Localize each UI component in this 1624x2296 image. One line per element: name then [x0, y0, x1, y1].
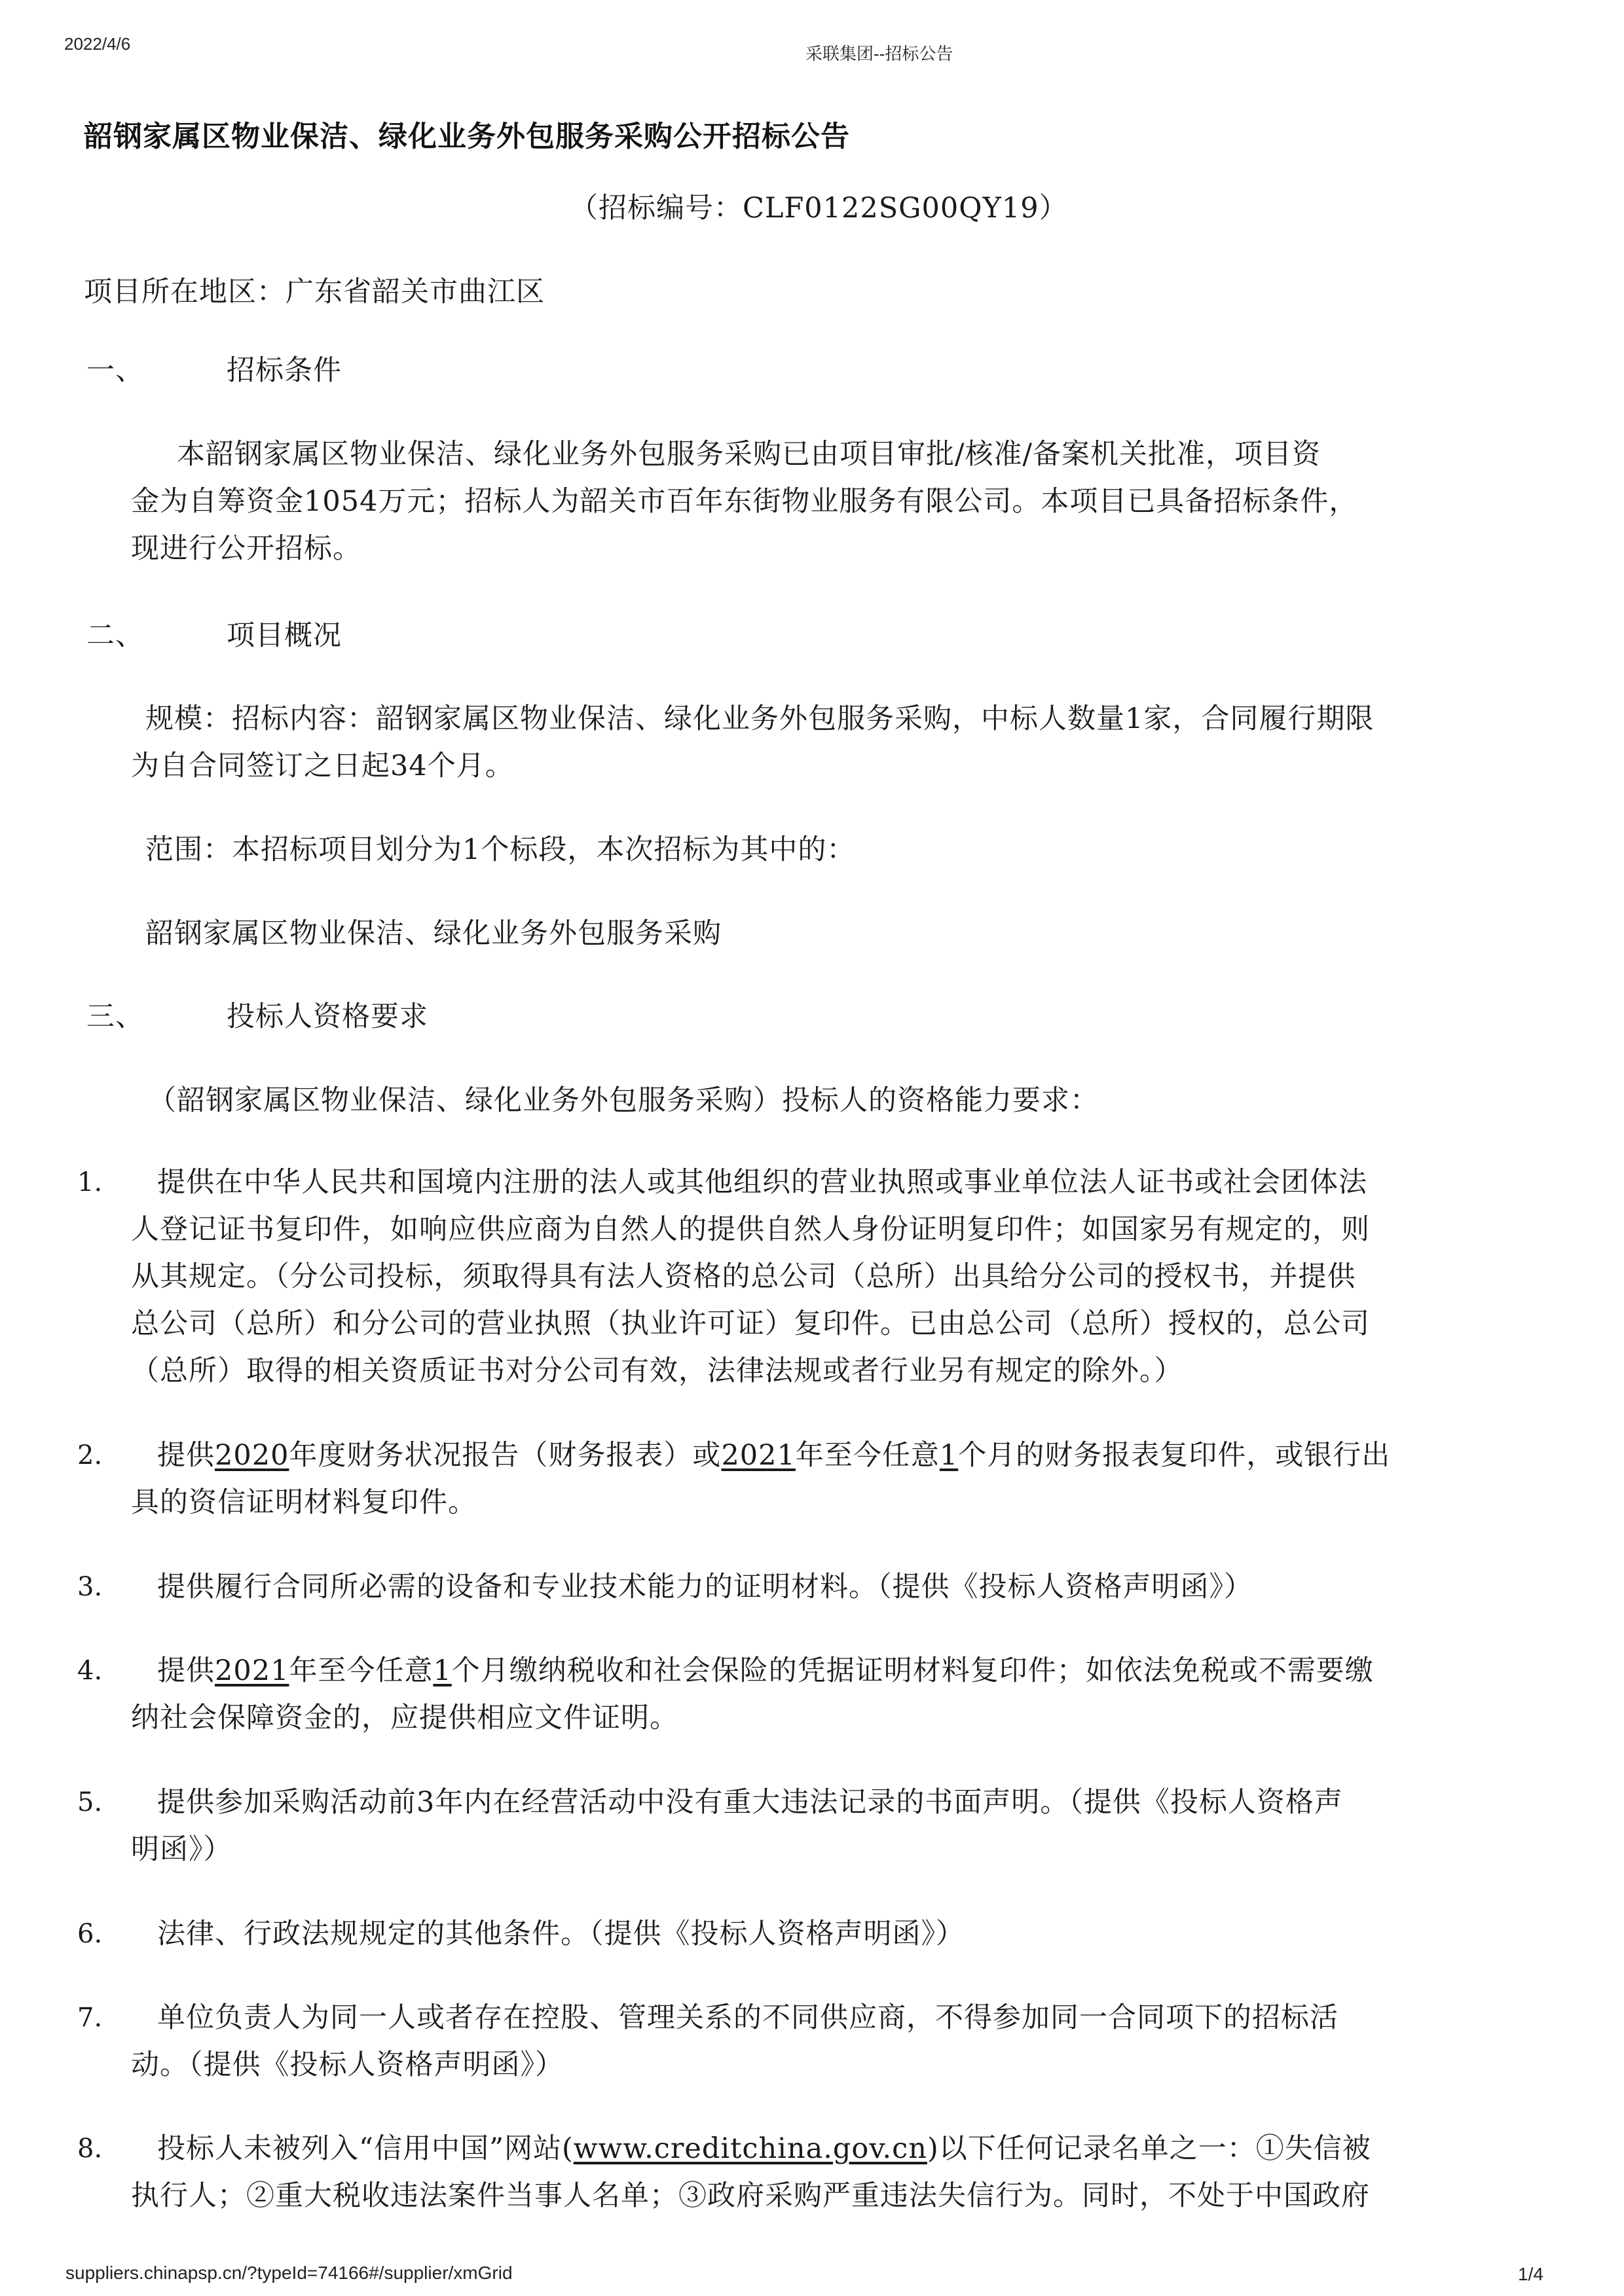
section-1-line: 现进行公开招标。	[131, 532, 361, 565]
section-3-number: 三、	[86, 1000, 144, 1033]
section-2-scope: 范围：本招标项目划分为1个标段，本次招标为其中的：	[145, 833, 856, 866]
item-6-number: 6.	[77, 1919, 103, 1949]
section-2-heading: 项目概况	[227, 619, 342, 652]
section-3-heading: 投标人资格要求	[227, 1000, 428, 1033]
item-1-line: 总公司（总所）和分公司的营业执照（执业许可证）复印件。已由总公司（总所）授权的，总公司	[131, 1307, 1370, 1340]
section-1-heading: 招标条件	[227, 354, 342, 387]
section-2-lot: 韶钢家属区物业保洁、绿化业务外包服务采购	[145, 917, 722, 950]
section-2-line: 规模：招标内容：韶钢家属区物业保洁、绿化业务外包服务采购，中标人数量1家，合同履行期限	[145, 702, 1375, 735]
item-3-line: 提供履行合同所必需的设备和专业技术能力的证明材料。（提供《投标人资格声明函》）	[157, 1571, 1253, 1603]
item-8-line: 执行人；②重大税收违法案件当事人名单；③政府采购严重违法失信行为。同时，不处于中国政府	[131, 2179, 1370, 2212]
item-3-number: 3.	[77, 1572, 103, 1602]
site-title: 采联集团--招标公告	[805, 44, 953, 64]
item-7-line: 动。（提供《投标人资格声明函》）	[131, 2049, 564, 2081]
page-url: suppliers.chinapsp.cn/?typeId=74166#/supplier/xmGrid	[65, 2263, 513, 2283]
section-1-number: 一、	[86, 354, 144, 387]
year-2020: 2020	[215, 1439, 289, 1472]
item-2-line: 提供2020年度财务状况报告（财务报表）或2021年至今任意1个月的财务报表复印件，或银行出	[157, 1439, 1391, 1472]
section-1-line: 金为自筹资金1054万元；招标人为韶关市百年东街物业服务有限公司。本项目已具备招标条件，	[131, 485, 1358, 518]
item-5-line: 提供参加采购活动前3年内在经营活动中没有重大违法记录的书面声明。（提供《投标人资格声	[157, 1786, 1343, 1819]
section-1-line: 本韶钢家属区物业保洁、绿化业务外包服务采购已由项目审批/核准/备案机关批准，项目资	[177, 438, 1321, 471]
page-number: 1/4	[1518, 2264, 1543, 2284]
month-count: 1	[939, 1439, 959, 1472]
item-7-line: 单位负责人为同一人或者存在控股、管理关系的不同供应商，不得参加同一合同项下的招标活	[157, 2001, 1338, 2034]
item-1-line: 提供在中华人民共和国境内注册的法人或其他组织的营业执照或事业单位法人证书或社会团体法	[157, 1166, 1367, 1199]
item-6-line: 法律、行政法规规定的其他条件。（提供《投标人资格声明函》）	[157, 1918, 965, 1950]
item-4-line: 提供2021年至今任意1个月缴纳税收和社会保险的凭据证明材料复印件；如依法免税或不需要缴	[157, 1654, 1374, 1687]
item-2-line: 具的资信证明材料复印件。	[131, 1486, 477, 1519]
print-date: 2022/4/6	[64, 34, 131, 54]
year-2021: 2021	[215, 1654, 289, 1687]
month-count: 1	[433, 1654, 452, 1687]
page-title: 韶钢家属区物业保洁、绿化业务外包服务采购公开招标公告	[84, 120, 850, 153]
item-1-line: 从其规定。（分公司投标，须取得具有法人资格的总公司（总所）出具给分公司的授权书，并提供	[131, 1260, 1356, 1293]
year-2021: 2021	[721, 1439, 796, 1472]
item-8-line: 投标人未被列入“信用中国”网站(www.creditchina.gov.cn)以下任何记录名单之一：①失信被	[157, 2132, 1371, 2165]
item-8-number: 8.	[77, 2134, 103, 2164]
item-1-line: （总所）取得的相关资质证书对分公司有效，法律法规或者行业另有规定的除外。）	[131, 1355, 1183, 1387]
item-1-line: 人登记证书复印件，如响应供应商为自然人的提供自然人身份证明复印件；如国家另有规定的，则	[131, 1213, 1370, 1246]
item-2-number: 2.	[77, 1440, 103, 1470]
section-2-number: 二、	[86, 619, 144, 652]
item-1-number: 1.	[77, 1167, 103, 1197]
bid-number: （招标编号：CLF0122SG00QY19）	[570, 192, 1068, 225]
section-2-line: 为自合同签订之日起34个月。	[131, 750, 514, 782]
item-5-line: 明函》）	[131, 1833, 232, 1866]
item-4-number: 4.	[77, 1656, 103, 1686]
item-7-number: 7.	[77, 2003, 103, 2033]
project-location: 项目所在地区：广东省韶关市曲江区	[84, 276, 545, 308]
creditchina-link[interactable]: www.creditchina.gov.cn	[573, 2132, 927, 2165]
section-3-intro: （韶钢家属区物业保洁、绿化业务外包服务采购）投标人的资格能力要求：	[148, 1084, 1099, 1117]
item-4-line: 纳社会保障资金的，应提供相应文件证明。	[131, 1702, 678, 1734]
item-5-number: 5.	[77, 1787, 103, 1817]
